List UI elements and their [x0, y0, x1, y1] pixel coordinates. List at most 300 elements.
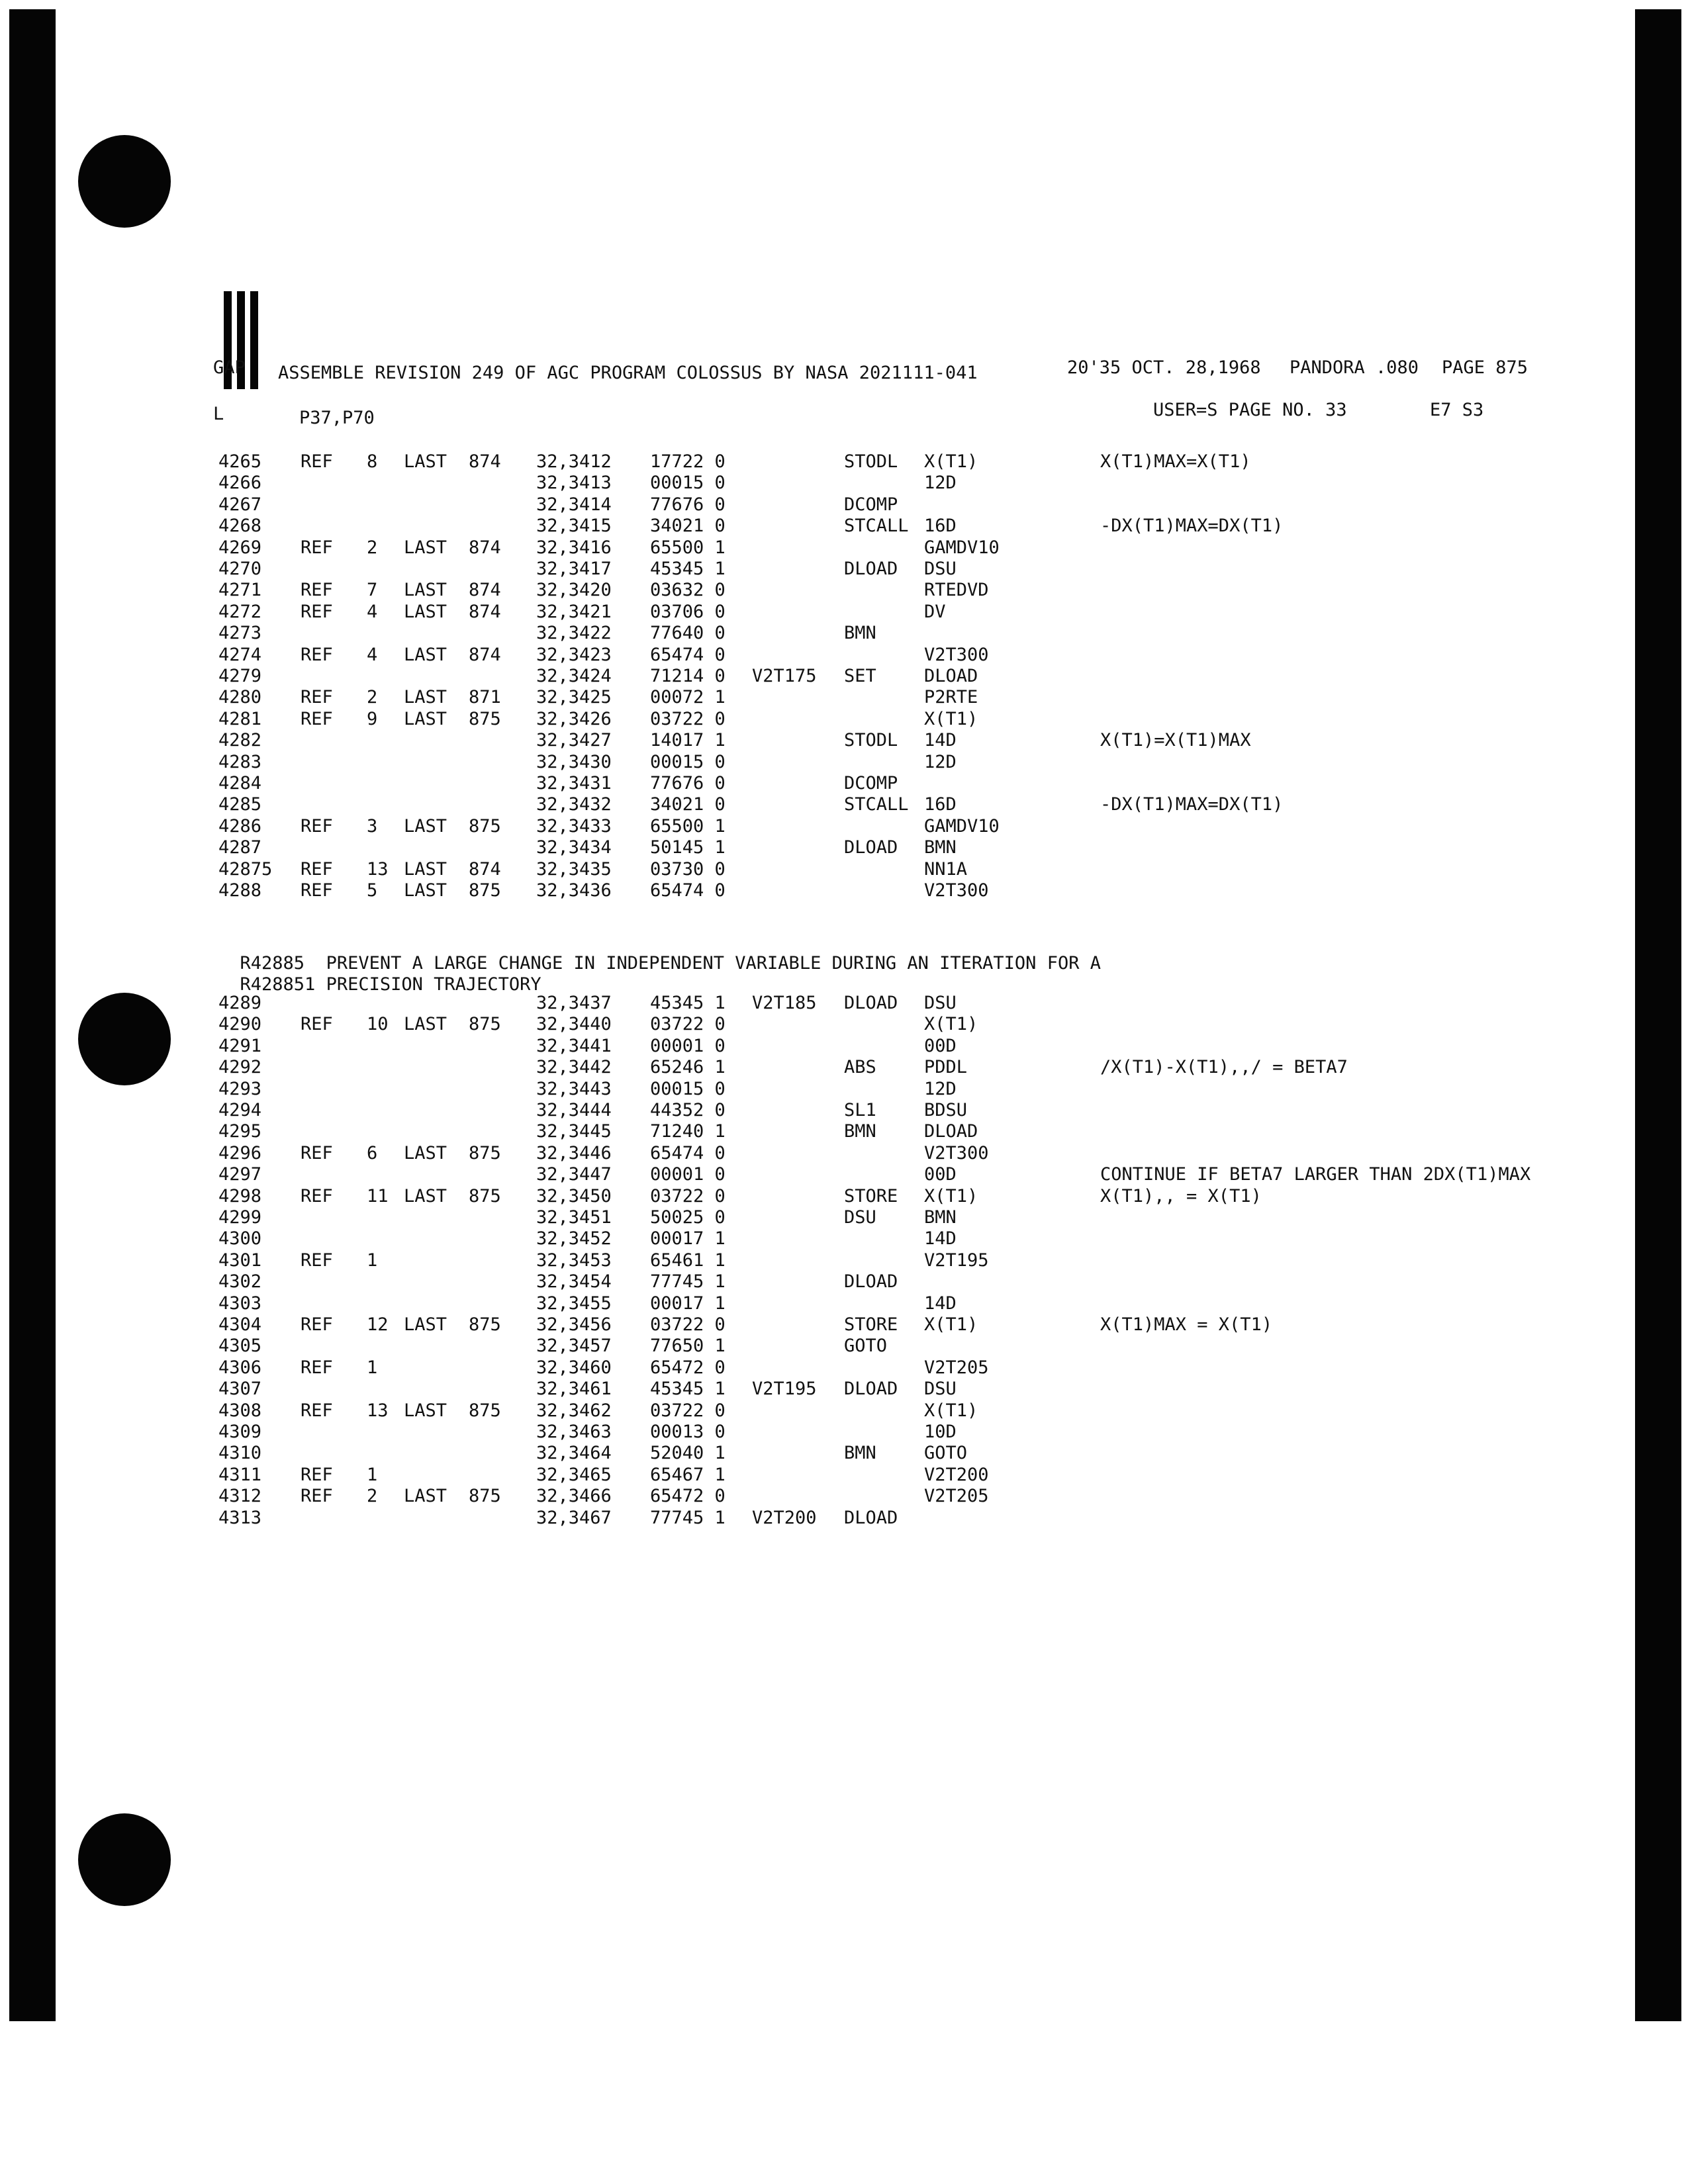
subheader-user-page: USER=S PAGE NO. 33 — [1153, 400, 1347, 420]
cell-line: 4306 — [218, 1357, 262, 1378]
cell-operand: X(T1) — [924, 1014, 978, 1035]
cell-word: 65461 1 — [650, 1250, 726, 1271]
cell-operand: X(T1) — [924, 1314, 978, 1335]
cell-comment: X(T1)=X(T1)MAX — [1100, 730, 1251, 751]
cell-word: 00017 1 — [650, 1293, 726, 1314]
cell-word: 65467 1 — [650, 1464, 726, 1485]
cell-addr: 32,3463 — [536, 1422, 612, 1442]
cell-op: BMN — [844, 1121, 876, 1142]
cell-comment: X(T1)MAX=X(T1) — [1100, 451, 1251, 472]
cell-last: LAST — [404, 1185, 447, 1206]
cell-n: 12 — [367, 1314, 389, 1335]
cell-op: DLOAD — [844, 837, 898, 858]
cell-addr: 32,3422 — [536, 623, 612, 644]
cell-last: LAST — [404, 451, 447, 472]
cell-line: 4273 — [218, 623, 262, 644]
cell-operand: 00D — [924, 1035, 957, 1056]
remark-text: PRECISION TRAJECTORY — [326, 974, 541, 995]
cell-op: STODL — [844, 451, 898, 472]
cell-line: 4303 — [218, 1293, 262, 1314]
cell-n: 7 — [367, 580, 378, 601]
cell-word: 50145 1 — [650, 837, 726, 858]
cell-rep: REF — [301, 1400, 333, 1421]
cell-addr: 32,3447 — [536, 1164, 612, 1185]
cell-pg: 874 — [469, 537, 501, 558]
cell-word: 44352 0 — [650, 1100, 726, 1120]
cell-word: 00017 1 — [650, 1228, 726, 1250]
cell-addr: 32,3434 — [536, 837, 612, 858]
cell-line: 4282 — [218, 730, 262, 751]
cell-n: 2 — [367, 1486, 378, 1507]
cell-n: 1 — [367, 1250, 378, 1271]
cell-last: LAST — [404, 1314, 447, 1335]
cell-word: 71240 1 — [650, 1121, 726, 1142]
cell-addr: 32,3423 — [536, 644, 612, 665]
cell-last: LAST — [404, 880, 447, 901]
cell-addr: 32,3432 — [536, 794, 612, 815]
remark-text: PREVENT A LARGE CHANGE IN INDEPENDENT VARIABLE DURING AN ITERATION FOR A — [326, 953, 1101, 974]
cell-rep: REF — [301, 815, 333, 837]
cell-line: 4280 — [218, 687, 262, 708]
cell-addr: 32,3467 — [536, 1507, 612, 1528]
cell-n: 13 — [367, 858, 389, 880]
cell-line: 4309 — [218, 1422, 262, 1442]
cell-operand: 14D — [924, 1228, 957, 1250]
cell-line: 4304 — [218, 1314, 262, 1335]
cell-word: 00013 0 — [650, 1422, 726, 1442]
cell-pg: 874 — [469, 858, 501, 880]
cell-op: GOTO — [844, 1336, 888, 1357]
cell-last: LAST — [404, 858, 447, 880]
cell-addr: 32,3461 — [536, 1379, 612, 1400]
cell-rep: REF — [301, 1142, 333, 1163]
cell-rep: REF — [301, 1250, 333, 1271]
cell-n: 10 — [367, 1014, 389, 1035]
cell-line: 4294 — [218, 1100, 262, 1120]
cell-line: 4307 — [218, 1379, 262, 1400]
cell-line: 4271 — [218, 580, 262, 601]
cell-n: 2 — [367, 687, 378, 708]
cell-operand: BDSU — [924, 1100, 968, 1120]
cell-operand: DLOAD — [924, 666, 978, 686]
cell-n: 5 — [367, 880, 378, 901]
cell-operand: V2T205 — [924, 1486, 989, 1507]
cell-word: 71214 0 — [650, 666, 726, 686]
cell-line: 4308 — [218, 1400, 262, 1421]
cell-line: 4265 — [218, 451, 262, 472]
cell-line: 4301 — [218, 1250, 262, 1271]
cell-last: LAST — [404, 687, 447, 708]
cell-operand: RTEDVD — [924, 580, 989, 601]
cell-operand: V2T300 — [924, 1142, 989, 1163]
cell-op: DCOMP — [844, 773, 898, 794]
cell-addr: 32,3417 — [536, 559, 612, 579]
cell-op: SET — [844, 666, 876, 686]
cell-word: 03730 0 — [650, 858, 726, 880]
cell-addr: 32,3442 — [536, 1057, 612, 1078]
cell-op: DLOAD — [844, 1379, 898, 1400]
cell-word: 77650 1 — [650, 1336, 726, 1357]
cell-addr: 32,3445 — [536, 1121, 612, 1142]
cell-rep: REF — [301, 537, 333, 558]
cell-addr: 32,3464 — [536, 1443, 612, 1464]
cell-operand: X(T1) — [924, 1185, 978, 1206]
cell-rep: REF — [301, 708, 333, 729]
cell-operand: V2T300 — [924, 880, 989, 901]
cell-operand: X(T1) — [924, 708, 978, 729]
cell-line: 4281 — [218, 708, 262, 729]
header-timestamp: 20'35 OCT. 28,1968 — [1067, 357, 1261, 378]
cell-n: 13 — [367, 1400, 389, 1421]
cell-line: 4285 — [218, 794, 262, 815]
cell-pg: 874 — [469, 644, 501, 665]
cell-addr: 32,3436 — [536, 880, 612, 901]
cell-line: 4312 — [218, 1486, 262, 1507]
cell-operand: X(T1) — [924, 1400, 978, 1421]
cell-pg: 871 — [469, 687, 501, 708]
cell-line: 4272 — [218, 601, 262, 622]
cell-addr: 32,3466 — [536, 1486, 612, 1507]
cell-n: 1 — [367, 1357, 378, 1378]
remark-line — [218, 953, 541, 995]
cell-line: 4292 — [218, 1057, 262, 1078]
cell-addr: 32,3420 — [536, 580, 612, 601]
cell-op: DCOMP — [844, 494, 898, 515]
cell-addr: 32,3453 — [536, 1250, 612, 1271]
cell-word: 45345 1 — [650, 993, 726, 1013]
cell-rep: REF — [301, 1314, 333, 1335]
cell-line: 4313 — [218, 1507, 262, 1528]
cell-word: 77745 1 — [650, 1507, 726, 1528]
cell-line: 4297 — [218, 1164, 262, 1185]
cell-rep: REF — [301, 580, 333, 601]
cell-line: 4266 — [218, 473, 262, 494]
header-logo-text: GAP — [213, 357, 246, 378]
cell-word: 03722 0 — [650, 1014, 726, 1035]
scan-left-edge — [9, 9, 56, 2021]
cell-rep: REF — [301, 880, 333, 901]
cell-word: 45345 1 — [650, 1379, 726, 1400]
cell-addr: 32,3455 — [536, 1293, 612, 1314]
cell-addr: 32,3454 — [536, 1271, 612, 1293]
punch-hole-middle — [78, 993, 171, 1085]
remark-id: R42885 — [240, 953, 305, 974]
cell-pg: 875 — [469, 815, 501, 837]
cell-n: 3 — [367, 815, 378, 837]
cell-operand: BMN — [924, 837, 957, 858]
cell-op: ABS — [844, 1057, 876, 1078]
cell-line: 4286 — [218, 815, 262, 837]
cell-last: LAST — [404, 1400, 447, 1421]
cell-word: 65472 0 — [650, 1486, 726, 1507]
cell-pg: 875 — [469, 1486, 501, 1507]
cell-op: STORE — [844, 1185, 898, 1206]
cell-word: 65474 0 — [650, 1142, 726, 1163]
cell-operand: V2T300 — [924, 644, 989, 665]
header-title: ASSEMBLE REVISION 249 OF AGC PROGRAM COLOSSUS BY NASA 2021111-041 — [278, 363, 978, 383]
cell-word: 03632 0 — [650, 580, 726, 601]
cell-last: LAST — [404, 644, 447, 665]
cell-last: LAST — [404, 537, 447, 558]
cell-line: 4284 — [218, 773, 262, 794]
header-page: PAGE 875 — [1442, 357, 1528, 378]
cell-n: 9 — [367, 708, 378, 729]
cell-op: BMN — [844, 1443, 876, 1464]
cell-word: 77745 1 — [650, 1271, 726, 1293]
cell-line: 4291 — [218, 1035, 262, 1056]
cell-n: 11 — [367, 1185, 389, 1206]
cell-op: DSU — [844, 1207, 876, 1228]
cell-rep: REF — [301, 858, 333, 880]
cell-word: 03722 0 — [650, 708, 726, 729]
cell-operand: DSU — [924, 559, 957, 579]
cell-word: 77676 0 — [650, 773, 726, 794]
cell-op: BMN — [844, 623, 876, 644]
cell-op: STCALL — [844, 516, 909, 537]
cell-line: 4268 — [218, 516, 262, 537]
cell-line: 4310 — [218, 1443, 262, 1464]
cell-word: 65472 0 — [650, 1357, 726, 1378]
cell-word: 77640 0 — [650, 623, 726, 644]
cell-rep: REF — [301, 1486, 333, 1507]
cell-addr: 32,3450 — [536, 1185, 612, 1206]
cell-operand: X(T1) — [924, 451, 978, 472]
cell-line: 4296 — [218, 1142, 262, 1163]
cell-word: 65500 1 — [650, 815, 726, 837]
cell-line: 4269 — [218, 537, 262, 558]
cell-word: 00015 0 — [650, 473, 726, 494]
cell-addr: 32,3416 — [536, 537, 612, 558]
cell-rep: REF — [301, 1185, 333, 1206]
cell-word: 45345 1 — [650, 559, 726, 579]
cell-last: LAST — [404, 601, 447, 622]
cell-addr: 32,3440 — [536, 1014, 612, 1035]
cell-operand: 12D — [924, 751, 957, 772]
cell-operand: 12D — [924, 473, 957, 494]
cell-n: 6 — [367, 1142, 378, 1163]
subheader-left: L — [213, 404, 224, 424]
cell-operand: V2T205 — [924, 1357, 989, 1378]
cell-operand: 16D — [924, 794, 957, 815]
cell-word: 03722 0 — [650, 1185, 726, 1206]
cell-word: 14017 1 — [650, 730, 726, 751]
cell-word: 34021 0 — [650, 516, 726, 537]
cell-last: LAST — [404, 815, 447, 837]
cell-n: 4 — [367, 644, 378, 665]
punch-hole-bottom — [78, 1813, 171, 1906]
cell-operand: PDDL — [924, 1057, 968, 1078]
cell-rep: REF — [301, 601, 333, 622]
cell-comment: X(T1),, = X(T1) — [1100, 1185, 1262, 1206]
cell-line: 42875 — [218, 858, 273, 880]
cell-pg: 875 — [469, 1014, 501, 1035]
cell-op: DLOAD — [844, 993, 898, 1013]
cell-line: 4287 — [218, 837, 262, 858]
cell-addr: 32,3433 — [536, 815, 612, 837]
cell-word: 65474 0 — [650, 880, 726, 901]
cell-word: 65500 1 — [650, 537, 726, 558]
scan-right-edge — [1635, 9, 1681, 2021]
cell-addr: 32,3414 — [536, 494, 612, 515]
cell-op: DLOAD — [844, 559, 898, 579]
cell-operand: 16D — [924, 516, 957, 537]
cell-word: 52040 1 — [650, 1443, 726, 1464]
cell-addr: 32,3427 — [536, 730, 612, 751]
cell-word: 03722 0 — [650, 1314, 726, 1335]
cell-label: V2T195 — [752, 1379, 817, 1400]
cell-label: V2T200 — [752, 1507, 817, 1528]
cell-n: 1 — [367, 1464, 378, 1485]
cell-addr: 32,3462 — [536, 1400, 612, 1421]
cell-rep: REF — [301, 644, 333, 665]
cell-operand: P2RTE — [924, 687, 978, 708]
cell-pg: 875 — [469, 880, 501, 901]
cell-operand: DLOAD — [924, 1121, 978, 1142]
cell-op: STORE — [844, 1314, 898, 1335]
cell-line: 4302 — [218, 1271, 262, 1293]
cell-pg: 874 — [469, 451, 501, 472]
cell-operand: V2T195 — [924, 1250, 989, 1271]
cell-label: V2T175 — [752, 666, 817, 686]
cell-line: 4298 — [218, 1185, 262, 1206]
cell-last: LAST — [404, 1486, 447, 1507]
cell-last: LAST — [404, 708, 447, 729]
cell-operand: GOTO — [924, 1443, 968, 1464]
cell-word: 03722 0 — [650, 1400, 726, 1421]
cell-addr: 32,3452 — [536, 1228, 612, 1250]
cell-last: LAST — [404, 1142, 447, 1163]
cell-rep: REF — [301, 451, 333, 472]
cell-addr: 32,3412 — [536, 451, 612, 472]
header-system: PANDORA .080 — [1289, 357, 1419, 378]
cell-addr: 32,3426 — [536, 708, 612, 729]
cell-word: 00001 0 — [650, 1035, 726, 1056]
cell-pg: 875 — [469, 1185, 501, 1206]
cell-addr: 32,3465 — [536, 1464, 612, 1485]
cell-word: 65246 1 — [650, 1057, 726, 1078]
cell-line: 4295 — [218, 1121, 262, 1142]
cell-comment: -DX(T1)MAX=DX(T1) — [1100, 516, 1284, 537]
cell-comment: /X(T1)-X(T1),,/ = BETA7 — [1100, 1057, 1348, 1078]
cell-addr: 32,3425 — [536, 687, 612, 708]
cell-addr: 32,3415 — [536, 516, 612, 537]
cell-rep: REF — [301, 687, 333, 708]
cell-op: SL1 — [844, 1100, 876, 1120]
cell-last: LAST — [404, 580, 447, 601]
cell-line: 4299 — [218, 1207, 262, 1228]
cell-word: 00072 1 — [650, 687, 726, 708]
cell-word: 65474 0 — [650, 644, 726, 665]
cell-line: 4267 — [218, 494, 262, 515]
cell-pg: 874 — [469, 601, 501, 622]
cell-comment: X(T1)MAX = X(T1) — [1100, 1314, 1273, 1335]
cell-word: 17722 0 — [650, 451, 726, 472]
cell-pg: 874 — [469, 580, 501, 601]
cell-operand: 10D — [924, 1422, 957, 1442]
cell-op: DLOAD — [844, 1271, 898, 1293]
cell-n: 4 — [367, 601, 378, 622]
cell-last: LAST — [404, 1014, 447, 1035]
cell-operand: 12D — [924, 1078, 957, 1099]
punch-hole-top — [78, 135, 171, 228]
cell-addr: 32,3421 — [536, 601, 612, 622]
subheader-ref: E7 S3 — [1430, 400, 1484, 420]
cell-addr: 32,3456 — [536, 1314, 612, 1335]
cell-word: 00015 0 — [650, 751, 726, 772]
cell-op: DLOAD — [844, 1507, 898, 1528]
cell-word: 34021 0 — [650, 794, 726, 815]
cell-operand: GAMDV10 — [924, 537, 1000, 558]
cell-pg: 875 — [469, 708, 501, 729]
cell-line: 4300 — [218, 1228, 262, 1250]
cell-operand: 14D — [924, 1293, 957, 1314]
cell-operand: GAMDV10 — [924, 815, 1000, 837]
cell-addr: 32,3441 — [536, 1035, 612, 1056]
cell-label: V2T185 — [752, 993, 817, 1013]
cell-word: 00001 0 — [650, 1164, 726, 1185]
cell-addr: 32,3460 — [536, 1357, 612, 1378]
cell-addr: 32,3424 — [536, 666, 612, 686]
cell-addr: 32,3437 — [536, 993, 612, 1013]
cell-rep: REF — [301, 1014, 333, 1035]
cell-word: 50025 0 — [650, 1207, 726, 1228]
cell-operand: 00D — [924, 1164, 957, 1185]
cell-addr: 32,3430 — [536, 751, 612, 772]
cell-line: 4270 — [218, 559, 262, 579]
cell-line: 4290 — [218, 1014, 262, 1035]
cell-n: 2 — [367, 537, 378, 558]
cell-operand: DSU — [924, 1379, 957, 1400]
cell-pg: 875 — [469, 1314, 501, 1335]
cell-operand: V2T200 — [924, 1464, 989, 1485]
cell-rep: REF — [301, 1357, 333, 1378]
cell-line: 4289 — [218, 993, 262, 1013]
cell-line: 4283 — [218, 751, 262, 772]
cell-addr: 32,3435 — [536, 858, 612, 880]
cell-operand: DV — [924, 601, 946, 622]
cell-word: 03706 0 — [650, 601, 726, 622]
cell-n: 8 — [367, 451, 378, 472]
cell-addr: 32,3444 — [536, 1100, 612, 1120]
subheader-section: P37,P70 — [299, 408, 375, 428]
cell-operand: BMN — [924, 1207, 957, 1228]
cell-line: 4274 — [218, 644, 262, 665]
cell-line: 4305 — [218, 1336, 262, 1357]
cell-operand: NN1A — [924, 858, 968, 880]
cell-line: 4288 — [218, 880, 262, 901]
cell-comment: CONTINUE IF BETA7 LARGER THAN 2DX(T1)MAX — [1100, 1164, 1531, 1185]
cell-addr: 32,3457 — [536, 1336, 612, 1357]
remark-id: R428851 — [240, 974, 316, 995]
cell-addr: 32,3446 — [536, 1142, 612, 1163]
cell-addr: 32,3413 — [536, 473, 612, 494]
cell-pg: 875 — [469, 1142, 501, 1163]
cell-addr: 32,3431 — [536, 773, 612, 794]
cell-op: STCALL — [844, 794, 909, 815]
cell-operand: DSU — [924, 993, 957, 1013]
cell-rep: REF — [301, 1464, 333, 1485]
cell-addr: 32,3451 — [536, 1207, 612, 1228]
cell-pg: 875 — [469, 1400, 501, 1421]
cell-word: 77676 0 — [650, 494, 726, 515]
cell-comment: -DX(T1)MAX=DX(T1) — [1100, 794, 1284, 815]
cell-word: 00015 0 — [650, 1078, 726, 1099]
cell-operand: 14D — [924, 730, 957, 751]
cell-addr: 32,3443 — [536, 1078, 612, 1099]
cell-line: 4293 — [218, 1078, 262, 1099]
cell-line: 4279 — [218, 666, 262, 686]
cell-line: 4311 — [218, 1464, 262, 1485]
